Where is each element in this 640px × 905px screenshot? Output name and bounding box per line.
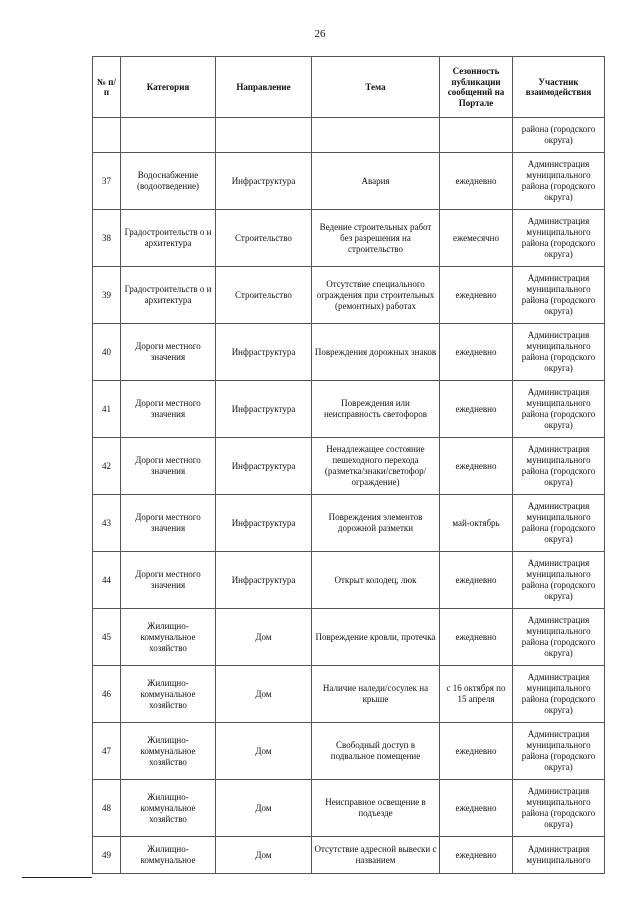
cell-season: ежедневно <box>440 153 513 210</box>
cell-participant: Администрация муниципального района (городского округа) <box>513 552 605 609</box>
cell-direction: Дом <box>216 609 312 666</box>
cell-category: Жилищно-коммунальное хозяйство <box>121 666 216 723</box>
cell-direction: Инфраструктура <box>216 153 312 210</box>
header-num: № п/п <box>93 57 121 118</box>
cell-category: Дороги местного значения <box>121 552 216 609</box>
cell-num: 41 <box>93 381 121 438</box>
cell-category: Дороги местного значения <box>121 438 216 495</box>
cell-direction: Строительство <box>216 267 312 324</box>
cell-direction: Инфраструктура <box>216 381 312 438</box>
table-row <box>93 723 605 780</box>
cell-num: 46 <box>93 666 121 723</box>
cell-category: Дороги местного значения <box>121 495 216 552</box>
table-row <box>93 609 605 666</box>
cell-participant: Администрация муниципального района (городского округа) <box>513 609 605 666</box>
cell-topic: Отсутствие адресной вывески с названием <box>312 837 440 874</box>
cell-participant: Администрация муниципального района (городского округа) <box>513 153 605 210</box>
cell-participant: Администрация муниципального района (городского округа) <box>513 267 605 324</box>
table-row <box>93 210 605 267</box>
cell-season: ежедневно <box>440 324 513 381</box>
cell-direction: Инфраструктура <box>216 324 312 381</box>
cell-category: Градостроительств о и архитектура <box>121 210 216 267</box>
cell-season <box>440 118 513 153</box>
cell-direction: Дом <box>216 723 312 780</box>
cell-num: 39 <box>93 267 121 324</box>
cell-direction: Дом <box>216 666 312 723</box>
cell-direction: Строительство <box>216 210 312 267</box>
cell-participant: района (городского округа) <box>513 118 605 153</box>
cell-direction: Дом <box>216 780 312 837</box>
cell-season: ежедневно <box>440 837 513 874</box>
cell-season: ежедневно <box>440 609 513 666</box>
cell-topic: Повреждения дорожных знаков <box>312 324 440 381</box>
table-row <box>93 153 605 210</box>
cell-direction: Инфраструктура <box>216 495 312 552</box>
cell-category <box>121 118 216 153</box>
header-direction: Направление <box>216 57 312 118</box>
table-row <box>93 267 605 324</box>
cell-participant: Администрация муниципального района (городского округа) <box>513 666 605 723</box>
cell-num: 42 <box>93 438 121 495</box>
cell-topic: Повреждения элементов дорожной разметки <box>312 495 440 552</box>
table-header-row <box>93 57 605 118</box>
table-row <box>93 552 605 609</box>
cell-season: ежедневно <box>440 780 513 837</box>
cell-topic: Открыт колодец, люк <box>312 552 440 609</box>
cell-season: ежемесячно <box>440 210 513 267</box>
cell-category: Дороги местного значения <box>121 381 216 438</box>
table-row <box>93 780 605 837</box>
header-topic: Тема <box>312 57 440 118</box>
cell-participant: Администрация муниципального района (городского округа) <box>513 723 605 780</box>
cell-num: 49 <box>93 837 121 874</box>
continuation-row <box>93 118 605 153</box>
header-season: Сезонность публикации сообщений на Портале <box>440 57 513 118</box>
cell-topic: Ненадлежащее состояние пешеходного перехода (разметка/знаки/светофор/ограждение) <box>312 438 440 495</box>
cell-num: 48 <box>93 780 121 837</box>
cell-category: Жилищно-коммунальное <box>121 837 216 874</box>
cell-participant: Администрация муниципального района (городского округа) <box>513 324 605 381</box>
cell-num: 43 <box>93 495 121 552</box>
cell-topic <box>312 118 440 153</box>
table-row <box>93 666 605 723</box>
table-row <box>93 438 605 495</box>
cell-category: Водоснабжение (водоотведение) <box>121 153 216 210</box>
cell-direction: Инфраструктура <box>216 438 312 495</box>
cell-topic: Повреждение кровли, протечка <box>312 609 440 666</box>
table-row <box>93 381 605 438</box>
cell-num: 38 <box>93 210 121 267</box>
cell-num <box>93 118 121 153</box>
cell-topic: Отсутствие специального ограждения при строительных (ремонтных) работах <box>312 267 440 324</box>
appeals-table <box>92 56 605 874</box>
cell-participant: Администрация муниципального района (городского округа) <box>513 438 605 495</box>
cell-category: Градостроительств о и архитектура <box>121 267 216 324</box>
cell-num: 44 <box>93 552 121 609</box>
cell-num: 45 <box>93 609 121 666</box>
cell-topic: Неисправное освещение в подъезде <box>312 780 440 837</box>
cell-num: 47 <box>93 723 121 780</box>
cell-category: Жилищно-коммунальное хозяйство <box>121 723 216 780</box>
cell-topic: Авария <box>312 153 440 210</box>
cell-topic: Свободный доступ в подвальное помещение <box>312 723 440 780</box>
cell-topic: Наличие наледи/сосулек на крыше <box>312 666 440 723</box>
table-row <box>93 495 605 552</box>
cell-participant: Администрация муниципального района (городского округа) <box>513 780 605 837</box>
header-participant: Участник взаимодействия <box>513 57 605 118</box>
cell-num: 37 <box>93 153 121 210</box>
cell-season: с 16 октября по 15 апреля <box>440 666 513 723</box>
cell-category: Дороги местного значения <box>121 324 216 381</box>
page-number: 26 <box>314 28 326 40</box>
cell-direction: Дом <box>216 837 312 874</box>
header-category: Категория <box>121 57 216 118</box>
cell-participant: Администрация муниципального района (городского округа) <box>513 210 605 267</box>
cell-season: ежедневно <box>440 552 513 609</box>
cell-season: ежедневно <box>440 267 513 324</box>
cell-topic: Повреждения или неисправность светофоров <box>312 381 440 438</box>
cell-participant: Администрация муниципального <box>513 837 605 874</box>
cell-topic: Ведение строительных работ без разрешения на строительство <box>312 210 440 267</box>
cell-season: ежедневно <box>440 438 513 495</box>
footnote-divider <box>22 877 92 878</box>
cell-season: ежедневно <box>440 381 513 438</box>
table-row <box>93 837 605 874</box>
cell-category: Жилищно-коммунальное хозяйство <box>121 609 216 666</box>
cell-direction <box>216 118 312 153</box>
cell-direction: Инфраструктура <box>216 552 312 609</box>
cell-participant: Администрация муниципального района (городского округа) <box>513 495 605 552</box>
cell-category: Жилищно-коммунальное хозяйство <box>121 780 216 837</box>
cell-season: май-октябрь <box>440 495 513 552</box>
cell-num: 40 <box>93 324 121 381</box>
table-row <box>93 324 605 381</box>
cell-season: ежедневно <box>440 723 513 780</box>
cell-participant: Администрация муниципального района (городского округа) <box>513 381 605 438</box>
